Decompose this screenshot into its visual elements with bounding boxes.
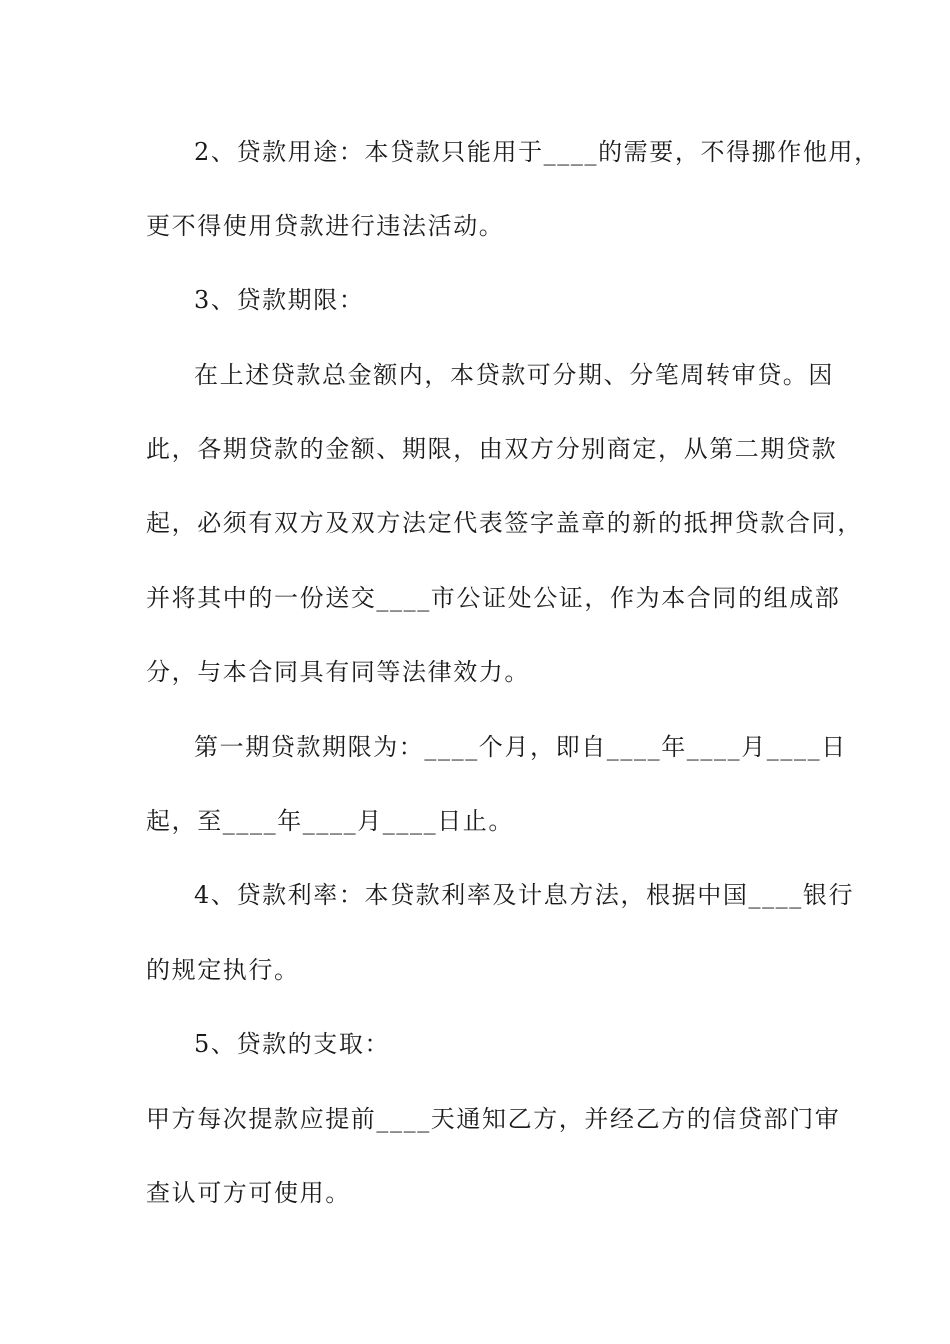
first-period-term-line-1: 第一期贷款期限为：____个月，即自____年____月____日 xyxy=(194,733,847,761)
clause-5-paragraph-line-1: 甲方每次提款应提前____天通知乙方，并经乙方的信贷部门审 xyxy=(146,1105,841,1133)
clause-3-heading: 3、贷款期限： xyxy=(194,286,365,314)
clause-5-heading: 5、贷款的支取： xyxy=(194,1030,391,1058)
clause-2-purpose-line-1: 2、贷款用途：本贷款只能用于____的需要，不得挪作他用， xyxy=(194,138,880,166)
clause-3-paragraph-line-2: 此，各期贷款的金额、期限，由双方分别商定，从第二期贷款 xyxy=(146,435,838,463)
clause-4-interest-line-2: 的规定执行。 xyxy=(146,956,300,984)
clause-3-paragraph-line-3: 起，必须有双方及双方法定代表签字盖章的新的抵押贷款合同， xyxy=(146,509,863,537)
first-period-term-line-2: 起，至____年____月____日止。 xyxy=(146,807,514,835)
clause-2-purpose-line-2: 更不得使用贷款进行违法活动。 xyxy=(146,212,505,240)
clause-3-paragraph-line-5: 分，与本合同具有同等法律效力。 xyxy=(146,658,530,686)
clause-3-paragraph-line-1: 在上述贷款总金额内，本贷款可分期、分笔周转审贷。因 xyxy=(194,361,834,389)
clause-4-interest-line-1: 4、贷款利率：本贷款利率及计息方法，根据中国____银行 xyxy=(194,881,855,909)
clause-3-paragraph-line-4: 并将其中的一份送交____市公证处公证，作为本合同的组成部 xyxy=(146,584,841,612)
clause-5-paragraph-line-2: 查认可方可使用。 xyxy=(146,1179,351,1207)
